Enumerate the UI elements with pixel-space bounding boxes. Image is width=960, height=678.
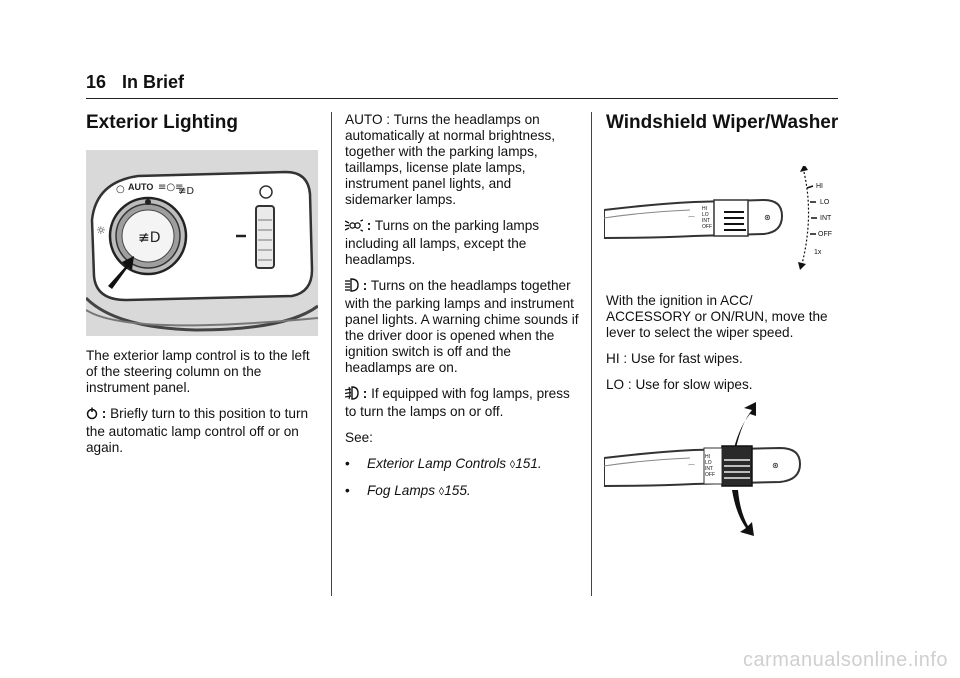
headlamps-item: : Turns on the headlamps together with the parking lamps and instrument panel lights. A warning chime sounds if the driver door is opened when the ignition switch is off and the headlamps are on.: [345, 278, 579, 375]
page-ref-icon: ◊: [509, 459, 516, 471]
svg-text:⌒: ⌒: [688, 216, 695, 224]
svg-text:☼: ☼: [96, 224, 106, 237]
label-hi: HI: [816, 183, 823, 190]
svg-text:OFF: OFF: [702, 224, 712, 230]
svg-text:INT: INT: [702, 218, 711, 224]
see-link-1[interactable]: • Exterior Lamp Controls ◊151.: [345, 456, 542, 471]
svg-text:AUTO: AUTO: [128, 182, 154, 192]
page-number: 16: [86, 72, 107, 92]
lamp-control-illustration: [86, 150, 318, 336]
link-page: 151: [515, 456, 538, 471]
svg-text:LO: LO: [705, 460, 712, 466]
fog-lamps-desc: If equipped with fog lamps, press to turn the lamps on or off.: [345, 386, 570, 419]
off-desc: Briefly turn to this position to turn the automatic lamp control off or on again.: [86, 406, 309, 455]
link-page: 155: [444, 483, 467, 498]
off-o-icon: [86, 407, 98, 424]
off-item: : Briefly turn to this position to turn the automatic lamp control off or on again.: [86, 406, 309, 455]
section-title: In Brief: [122, 72, 185, 92]
svg-text:HI: HI: [705, 454, 710, 460]
parking-lamps-desc: Turns on the parking lamps including all lamps, except the headlamps.: [345, 218, 540, 267]
wiper-lever-motion-illustration: [604, 402, 840, 542]
svg-text:LO: LO: [702, 212, 709, 218]
auto-item: [345, 112, 581, 208]
svg-text:○: ○: [116, 184, 125, 195]
exterior-lamp-intro: The exterior lamp control is to the left of the steering column on the instrument panel.: [86, 348, 310, 395]
label-lo: LO: [820, 199, 830, 206]
link-fog-lamps[interactable]: Fog Lamps: [367, 483, 436, 498]
svg-text:INT: INT: [705, 466, 714, 472]
lamp-control-figure: [86, 150, 318, 336]
lo-term: LO :: [606, 377, 632, 392]
svg-text:⌒: ⌒: [688, 464, 695, 472]
svg-text:OFF: OFF: [705, 472, 715, 478]
parking-lamps-item: : Turns on the parking lamps including all lamps, except the headlamps.: [345, 218, 540, 267]
bullet: •: [345, 483, 350, 498]
wiper-lever-figure-1: [604, 166, 840, 276]
hi-item: [606, 351, 836, 367]
hi-term: HI :: [606, 351, 628, 366]
headlamp-icon: [345, 278, 359, 296]
header-rule: [86, 98, 838, 99]
wiper-lever-illustration: [604, 166, 840, 276]
parking-lamps-icon: [345, 219, 363, 236]
lo-desc: Use for slow wipes.: [635, 377, 753, 392]
column-divider-right: [591, 112, 592, 596]
wiper-lever-figure-2: [604, 402, 840, 542]
hi-desc: Use for fast wipes.: [630, 351, 743, 366]
link-exterior-lamp-controls[interactable]: Exterior Lamp Controls: [367, 456, 507, 471]
auto-desc: Turns the headlamps on automatically at normal brightness, together with the parking lamps, taillamps, license plate lamps, instrument panel lights, and sidemarker lamps.: [345, 112, 556, 207]
column-divider-left: [331, 112, 332, 596]
watermark: carmanualsonline.info: [742, 649, 948, 671]
wiper-washer-heading: Windshield Wiper/Washer: [606, 112, 839, 133]
exterior-lighting-heading: Exterior Lighting: [86, 112, 238, 133]
fog-lamp-icon: [345, 386, 359, 404]
svg-text:≢D: ≢D: [138, 230, 161, 246]
page-ref-icon: ◊: [438, 486, 445, 498]
svg-text:⊛: ⊛: [764, 213, 771, 222]
label-off: OFF: [818, 231, 832, 238]
auto-term: AUTO :: [345, 112, 391, 127]
svg-text:⊛: ⊛: [772, 461, 779, 470]
label-1x: 1x: [814, 249, 822, 256]
svg-text:≢D: ≢D: [178, 186, 195, 197]
bullet: •: [345, 456, 350, 471]
headlamps-desc: Turns on the headlamps together with the parking lamps and instrument panel lights. A warning chime sounds if the driver door is opened when the ignition switch is off and the headlamps are on.: [345, 278, 579, 375]
svg-text:≡○≡: ≡○≡: [158, 182, 184, 193]
svg-text:HI: HI: [702, 206, 707, 212]
see-link-2[interactable]: • Fog Lamps ◊155.: [345, 483, 471, 498]
wiper-intro: With the ignition in ACC/ ACCESSORY or ON/RUN, move the lever to select the wiper speed.: [606, 293, 828, 340]
lo-item: [606, 377, 836, 393]
see-label: See:: [345, 430, 373, 445]
label-int: INT: [820, 215, 832, 222]
fog-lamps-item: : If equipped with fog lamps, press to turn the lamps on or off.: [345, 386, 570, 419]
